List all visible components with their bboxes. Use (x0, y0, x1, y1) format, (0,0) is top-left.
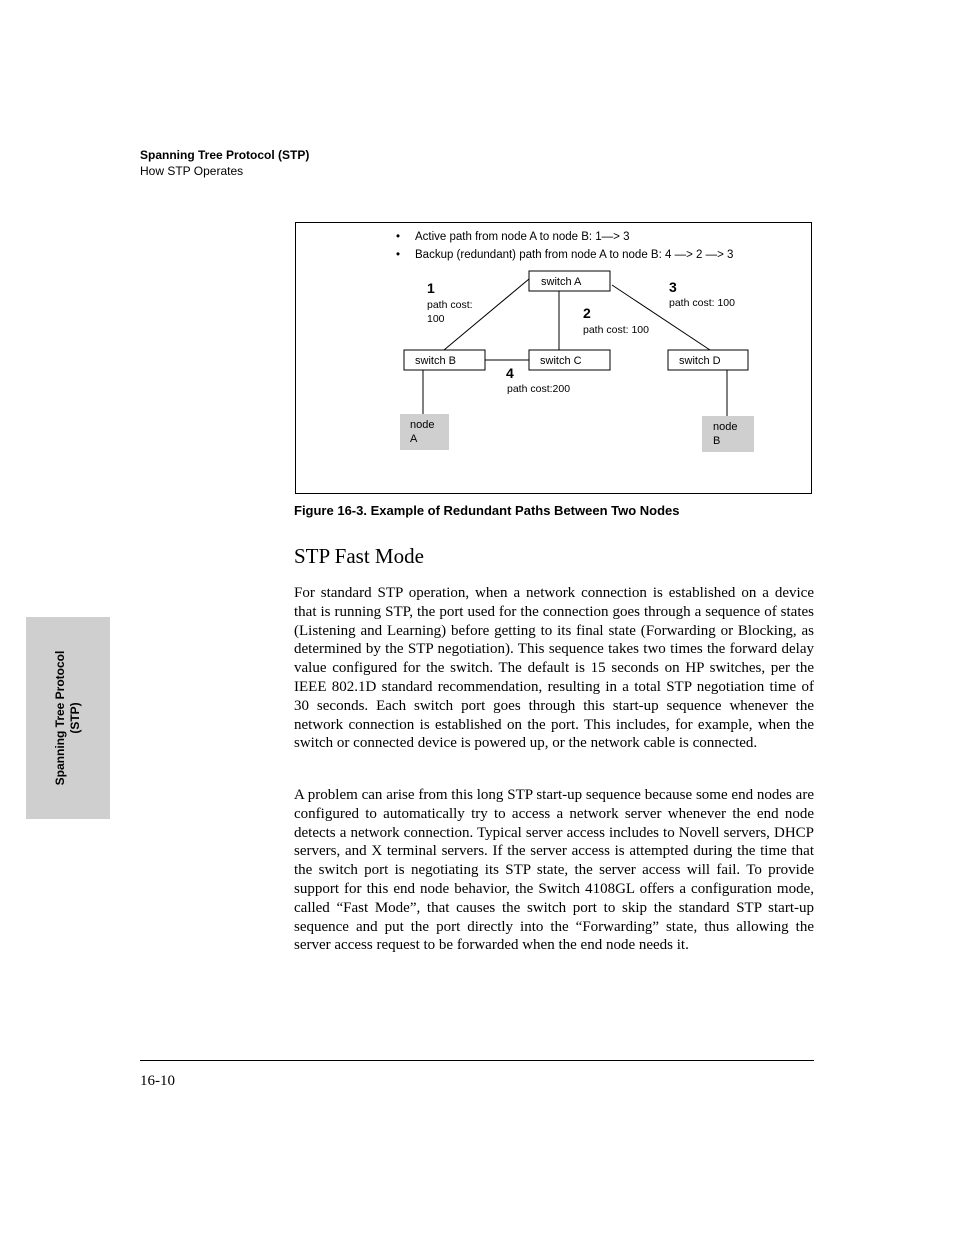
switch-d (668, 350, 748, 370)
switch-d-label: switch D (679, 355, 721, 367)
switch-a-label: switch A (541, 276, 582, 288)
side-tab-line1: Spanning Tree Protocol (53, 650, 67, 786)
chapter-title: Spanning Tree Protocol (STP) (140, 148, 310, 162)
switch-a (529, 271, 610, 291)
section-heading: STP Fast Mode (294, 544, 424, 568)
running-header (140, 147, 309, 179)
link-3-line (612, 285, 710, 350)
switch-b-label: switch B (415, 355, 456, 367)
node-a-line2: A (410, 433, 418, 445)
figure-caption: Figure 16-3. Example of Redundant Paths Between Two Nodes (294, 503, 680, 518)
link-3-number: 3 (669, 279, 677, 295)
active-path-bullet: • Active path from node A to node B: 1—> 3 (396, 228, 733, 246)
switch-b (404, 350, 485, 370)
link-2-number: 2 (583, 305, 591, 321)
node-a (400, 414, 449, 450)
link-1-number: 1 (427, 280, 435, 296)
link-1-cost-line1: path cost: (427, 299, 473, 311)
node-b-line1: node (713, 421, 738, 433)
switch-c (529, 350, 610, 370)
link-1-cost-line2: 100 (427, 313, 445, 325)
node-a-line1: node (410, 419, 435, 431)
node-b-line2: B (713, 435, 721, 447)
link-3-cost: path cost: 100 (669, 297, 735, 309)
switch-c-label: switch C (540, 355, 582, 367)
section-subtitle: How STP Operates (140, 164, 244, 178)
link-4-number: 4 (506, 365, 514, 381)
link-2-cost: path cost: 100 (583, 324, 649, 336)
link-1-line (444, 279, 529, 350)
page-number: 16-10 (140, 1073, 175, 1089)
side-tab-line2: (STP) (68, 702, 82, 734)
side-tab-label (53, 617, 83, 819)
chapter-side-tab (26, 617, 110, 819)
link-4-cost: path cost:200 (507, 383, 571, 395)
body-paragraph-2: A problem can arise from this long STP start-up sequence because some end nodes are configured to automatically try to access a network server whenever the end node detects a network connection. Typical server access includes to Novell servers, DHCP servers, and X terminal servers. If the server access is attempted during the time that the switch port is negotiating its STP state, the server access will fail. To provide support for this end node behavior, the Switch 4108GL offers a configuration mode, called “Fast Mode”, that causes the switch port to skip the standard STP start-up sequence and put the port directly into the “Forwarding” state, thus allowing the server access request to be forwarded when the end node needs it. (294, 787, 814, 954)
figure-frame (295, 222, 812, 494)
footer-divider (140, 1060, 814, 1061)
body-paragraph-1: For standard STP operation, when a network connection is established on a device that is running STP, the port used for the connection goes through a sequence of states (Listening and Learning) before getting to its final state (Forwarding or Blocking, as determined by the STP negotiation). This sequence takes two times the forward delay value configured for the switch. The default is 15 seconds on HP switches, per the IEEE 802.1D standard recommendation, resulting in a total STP negotiation time of 30 seconds. Each switch port goes through this start-up sequence whenever the network connection is established on the port. This includes, for example, when the switch or connected device is powered up, or the network cable is connected. (294, 585, 814, 752)
backup-path-bullet: • Backup (redundant) path from node A to node B: 4 —> 2 —> 3 (396, 246, 733, 264)
network-diagram (296, 223, 813, 495)
node-b (702, 416, 754, 452)
